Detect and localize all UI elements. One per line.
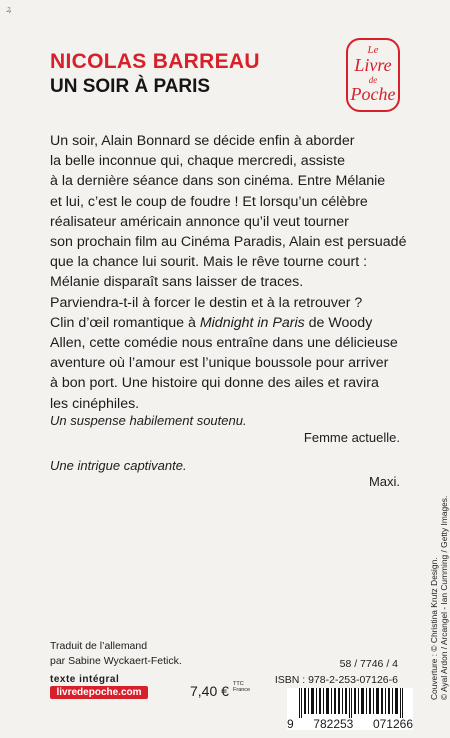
blurb-line: à la dernière séance dans son cinéma. Entre Mélanie xyxy=(50,173,386,190)
translator-line: par Sabine Wyckaert-Fetick. xyxy=(50,655,182,667)
logo-line-2: Livre xyxy=(354,55,392,75)
review-source: Maxi. xyxy=(368,474,400,489)
logo-line-3: de xyxy=(368,75,378,85)
barcode-bars xyxy=(299,688,403,718)
barcode-digit-group: 071266 xyxy=(372,717,413,731)
translation-line: Traduit de l’allemand xyxy=(50,640,148,652)
blurb-line: les cinéphiles. xyxy=(50,395,140,412)
blurb-line: Mélanie disparaît sans laisser de traces. xyxy=(50,274,304,291)
corner-mark: ꝝ xyxy=(6,4,12,14)
isbn: ISBN : 978-2-253-07126-6 xyxy=(274,674,398,686)
blurb-line-end: de Woody xyxy=(304,314,373,331)
price-value: 7,40 € xyxy=(190,683,229,699)
blurb-line-film xyxy=(50,313,410,333)
blurb-line-start: Clin d’œil romantique à xyxy=(50,314,200,331)
logo-line-1: Le xyxy=(367,44,379,56)
author-name: NICOLAS BARREAU xyxy=(50,50,260,73)
review-quote: Une intrigue captivante. xyxy=(50,458,187,473)
blurb-line: réalisateur américain annonce qu’il veut tourner xyxy=(50,213,349,230)
blurb-line: Parviendra-t-il à forcer le destin et à la retrouver ? xyxy=(50,294,363,311)
blurb-line: à bon port. Une histoire qui donne des ailes et ravira xyxy=(50,375,379,392)
blurb-line: la belle inconnue qui, chaque mercredi, assiste xyxy=(50,153,345,170)
book-title: UN SOIR À PARIS xyxy=(50,76,211,97)
website-badge: livredepoche.com xyxy=(50,686,148,699)
barcode-digits xyxy=(287,717,413,731)
review-quote: Un suspense habilement soutenu. xyxy=(50,413,247,428)
logo-line-4: Poche xyxy=(350,84,396,104)
credit-line: Couverture : © Christina Krutz Design. xyxy=(429,557,439,700)
barcode-digit-group: 9 xyxy=(287,717,294,731)
blurb-line: aventure où l’amour est l’unique boussole pour arriver xyxy=(50,355,389,372)
price xyxy=(190,681,251,699)
blurb-line: Allen, cette comédie nous entraîne dans une délicieuse xyxy=(50,335,398,352)
blurb-line: que la chance lui sourit. Mais le rêve tourne court : xyxy=(50,254,368,271)
barcode-digit-group: 782253 xyxy=(313,717,354,731)
blurb-line: Un soir, Alain Bonnard se décide enfin à aborder xyxy=(50,133,355,149)
blurb-line: et lui, c’est le coup de foudre ! Et lorsqu’un célèbre xyxy=(50,193,368,210)
book-reference: 58 / 7746 / 4 xyxy=(339,658,398,670)
texte-integral-label: texte intégral xyxy=(50,674,120,685)
price-note: TTC France xyxy=(233,681,251,693)
review-source: Femme actuelle. xyxy=(303,430,400,445)
barcode xyxy=(287,688,413,730)
book-blurb xyxy=(50,131,410,414)
publisher-logo xyxy=(346,38,400,112)
cover-credits xyxy=(425,495,450,700)
film-title: Midnight in Paris xyxy=(199,314,305,331)
blurb-line: son prochain film au Cinéma Paradis, Alain est persuadé xyxy=(50,234,407,251)
credit-line: © Ayal Ardon / Arcangel - Ian Cumming / Getty Images. xyxy=(439,495,449,700)
